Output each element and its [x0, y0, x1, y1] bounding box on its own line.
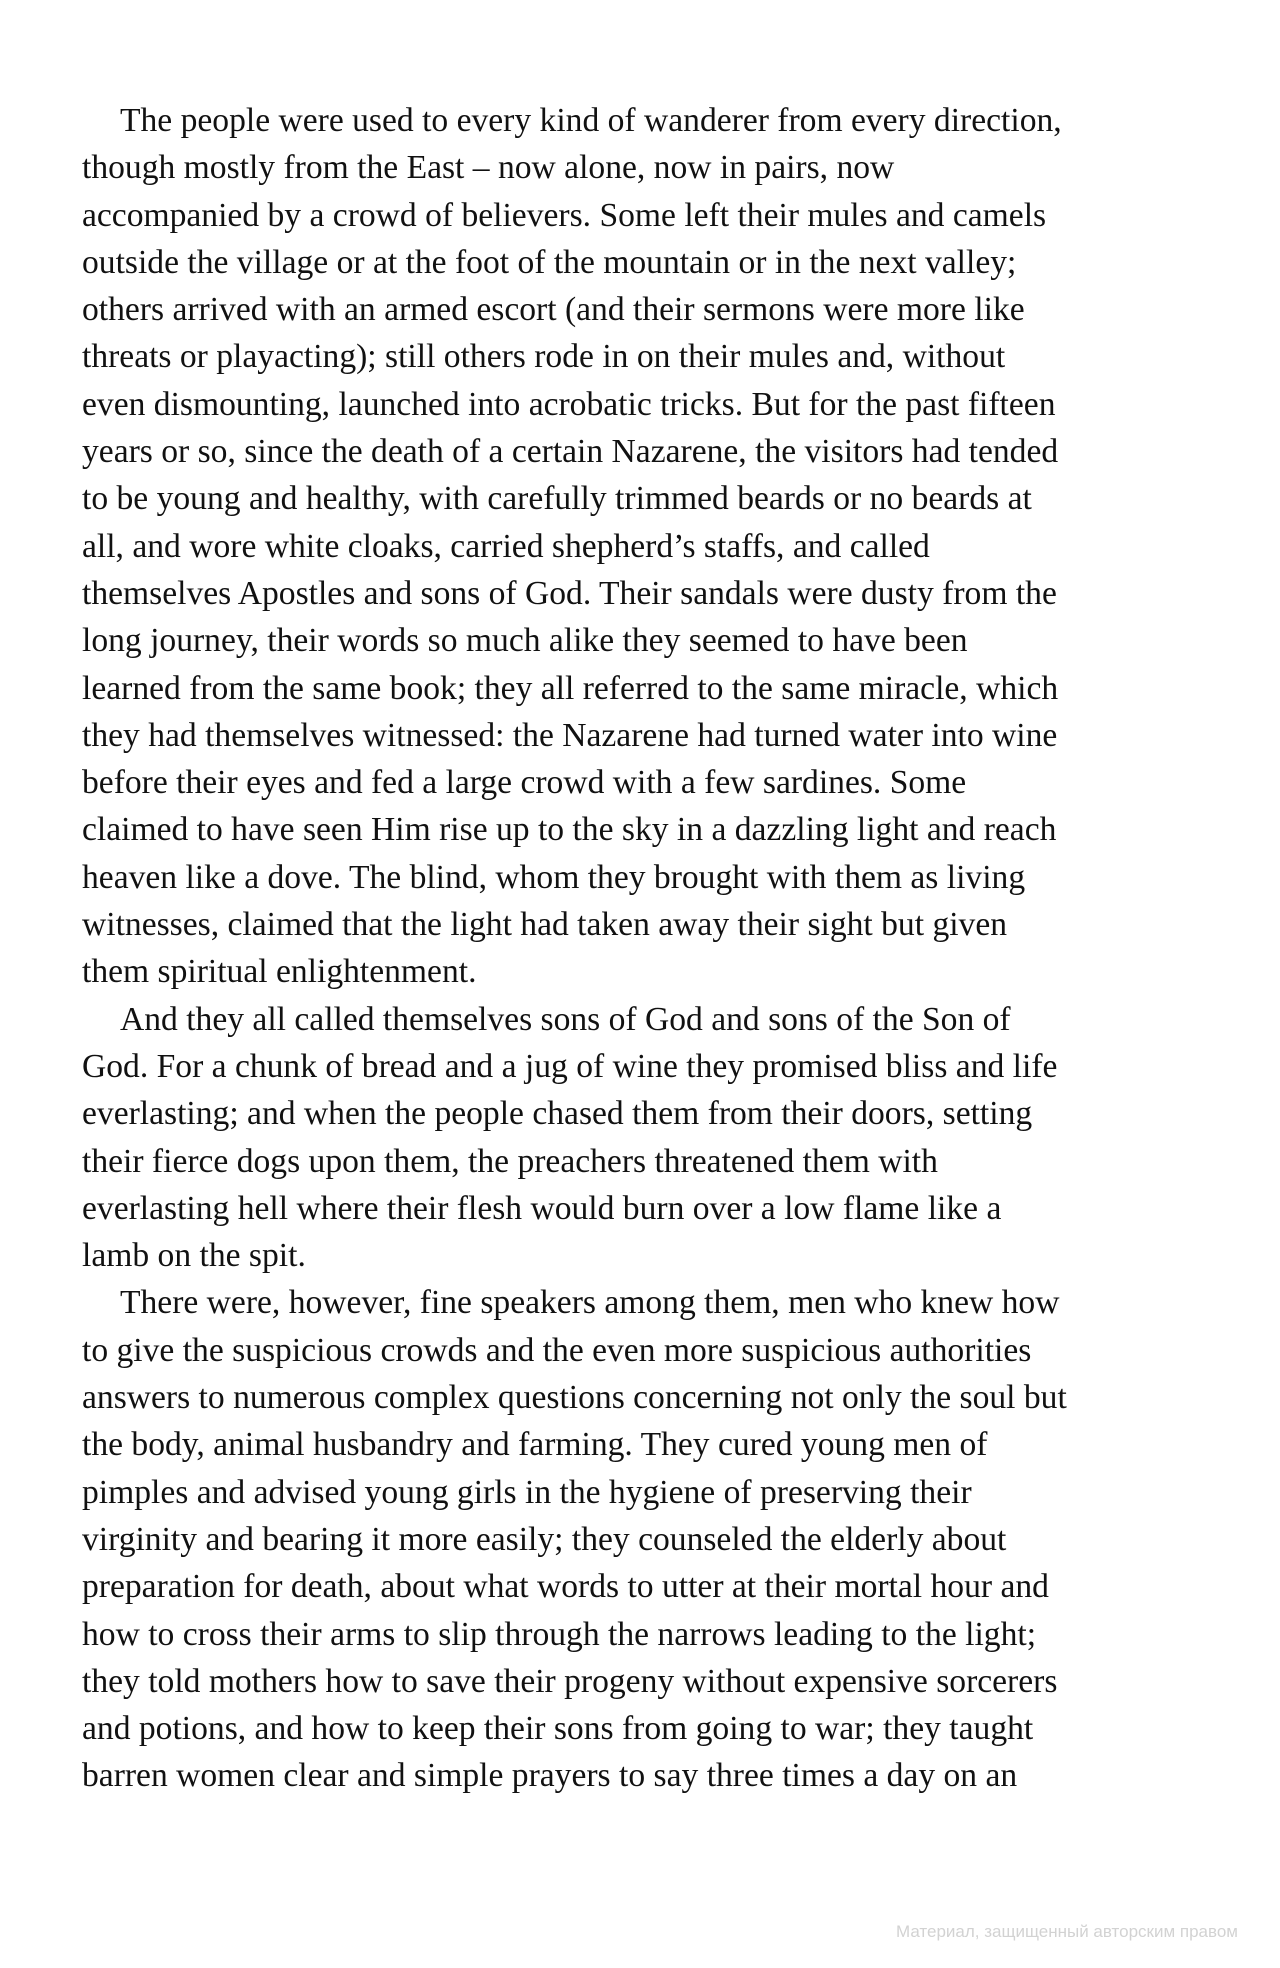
- text-line: answers to numerous complex questions concerning not only the soul but: [82, 1379, 1067, 1417]
- text-line: pimples and advised young girls in the hygiene of preserving their: [82, 1473, 972, 1511]
- paragraph-3: [82, 1279, 1222, 1799]
- text-line: their fierce dogs upon them, the preachers threatened them with: [82, 1142, 938, 1180]
- copyright-watermark: Материал, защищенный авторским правом: [895, 1922, 1238, 1941]
- text-line: others arrived with an armed escort (and their sermons were more like: [82, 291, 1025, 329]
- text-line: how to cross their arms to slip through the narrows leading to the light;: [82, 1615, 1037, 1653]
- text-line: and potions, and how to keep their sons from going to war; they taught: [82, 1710, 1034, 1748]
- text-line: long journey, their words so much alike they seemed to have been: [82, 622, 968, 660]
- text-line: everlasting hell where their flesh would burn over a low flame like a: [82, 1189, 1002, 1227]
- text-line: threats or playacting); still others rode in on their mules and, without: [82, 338, 1006, 376]
- text-line: years or so, since the death of a certain Nazarene, the visitors had tended: [82, 433, 1059, 471]
- text-line: to give the suspicious crowds and the even more suspicious authorities: [82, 1331, 1032, 1369]
- text-line: outside the village or at the foot of the mountain or in the next valley;: [82, 243, 1017, 281]
- text-line: even dismounting, launched into acrobatic tricks. But for the past fifteen: [82, 385, 1056, 423]
- text-line: the body, animal husbandry and farming. They cured young men of: [82, 1426, 988, 1464]
- text-line: accompanied by a crowd of believers. Some left their mules and camels: [82, 196, 1047, 234]
- text-line: they told mothers how to save their progeny without expensive sorcerers: [82, 1662, 1058, 1700]
- text-line: though mostly from the East – now alone, now in pairs, now: [82, 149, 895, 187]
- text-line: witnesses, claimed that the light had taken away their sight but given: [82, 906, 1008, 944]
- page-body: [82, 97, 1222, 1800]
- text-line: to be young and healthy, with carefully trimmed beards or no beards at: [82, 480, 1032, 518]
- text-line: preparation for death, about what words to utter at their mortal hour and: [82, 1568, 1049, 1606]
- text-line: everlasting; and when the people chased them from their doors, setting: [82, 1095, 1033, 1133]
- text-line: heaven like a dove. The blind, whom they brought with them as living: [82, 858, 1026, 896]
- text-line: The people were used to every kind of wanderer from every direction,: [120, 102, 1062, 139]
- text-line: claimed to have seen Him rise up to the sky in a dazzling light and reach: [82, 811, 1057, 849]
- paragraph-1: [82, 97, 1222, 996]
- text-line: before their eyes and fed a large crowd with a few sardines. Some: [82, 764, 967, 802]
- paragraph-2: [82, 996, 1222, 1280]
- text-line: themselves Apostles and sons of God. Their sandals were dusty from the: [82, 574, 1057, 612]
- text-line: lamb on the spit.: [82, 1237, 306, 1275]
- text-line: And they all called themselves sons of God and sons of the Son of: [120, 1000, 1011, 1038]
- text-line: God. For a chunk of bread and a jug of wine they promised bliss and life: [82, 1047, 1058, 1085]
- text-line: all, and wore white cloaks, carried shepherd’s staffs, and called: [82, 527, 930, 565]
- text-line: There were, however, fine speakers among them, men who knew how: [120, 1284, 1060, 1322]
- text-line: learned from the same book; they all referred to the same miracle, which: [82, 669, 1059, 707]
- text-line: they had themselves witnessed: the Nazarene had turned water into wine: [82, 716, 1058, 754]
- text-line: virginity and bearing it more easily; they counseled the elderly about: [82, 1520, 1007, 1558]
- text-line: barren women clear and simple prayers to say three times a day on an: [82, 1757, 1018, 1795]
- text-line: them spiritual enlightenment.: [82, 953, 477, 991]
